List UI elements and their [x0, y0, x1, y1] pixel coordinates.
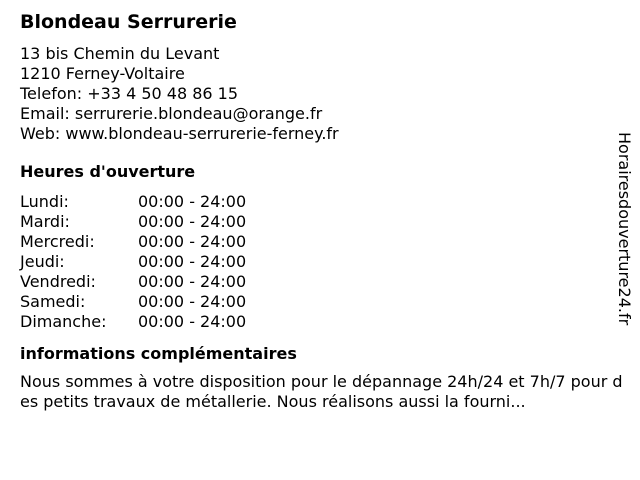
time-range: 00:00 - 24:00	[138, 212, 247, 231]
email-line: Email: serrurerie.blondeau@orange.fr	[20, 104, 323, 123]
time-range: 00:00 - 24:00	[138, 312, 247, 331]
info-description: Nous sommes à votre disposition pour le dépannage 24h/24 et 7h/7 pour des petits travaux de métallerie. Nous réalisons aussi la fourni...	[20, 372, 623, 411]
address-line-city: 1210 Ferney-Voltaire	[20, 64, 185, 83]
hours-row	[20, 312, 610, 332]
time-range: 00:00 - 24:00	[138, 292, 247, 311]
hours-row	[20, 212, 610, 232]
watermark-text: Horairesdouverture24.fr	[615, 132, 634, 326]
day-label: Mercredi:	[20, 232, 95, 251]
web-line: Web: www.blondeau-serrurerie-ferney.fr	[20, 124, 339, 143]
hours-row	[20, 272, 610, 292]
time-range: 00:00 - 24:00	[138, 272, 247, 291]
day-label: Lundi:	[20, 192, 69, 211]
day-label: Samedi:	[20, 292, 86, 311]
hours-row	[20, 232, 610, 252]
hours-title: Heures d'ouverture	[20, 162, 196, 181]
business-name: Blondeau Serrurerie	[20, 11, 237, 33]
day-label: Mardi:	[20, 212, 70, 231]
day-label: Vendredi:	[20, 272, 96, 291]
phone-line: Telefon: +33 4 50 48 86 15	[20, 84, 239, 103]
hours-row	[20, 292, 610, 312]
address-line-street: 13 bis Chemin du Levant	[20, 44, 220, 63]
day-label: Jeudi:	[20, 252, 65, 271]
address-block	[20, 44, 610, 144]
hours-row	[20, 192, 610, 212]
day-label: Dimanche:	[20, 312, 107, 331]
hours-table	[20, 192, 610, 332]
hours-row	[20, 252, 610, 272]
time-range: 00:00 - 24:00	[138, 192, 247, 211]
time-range: 00:00 - 24:00	[138, 252, 247, 271]
business-card	[20, 10, 623, 412]
time-range: 00:00 - 24:00	[138, 232, 247, 251]
info-title: informations complémentaires	[20, 344, 297, 363]
